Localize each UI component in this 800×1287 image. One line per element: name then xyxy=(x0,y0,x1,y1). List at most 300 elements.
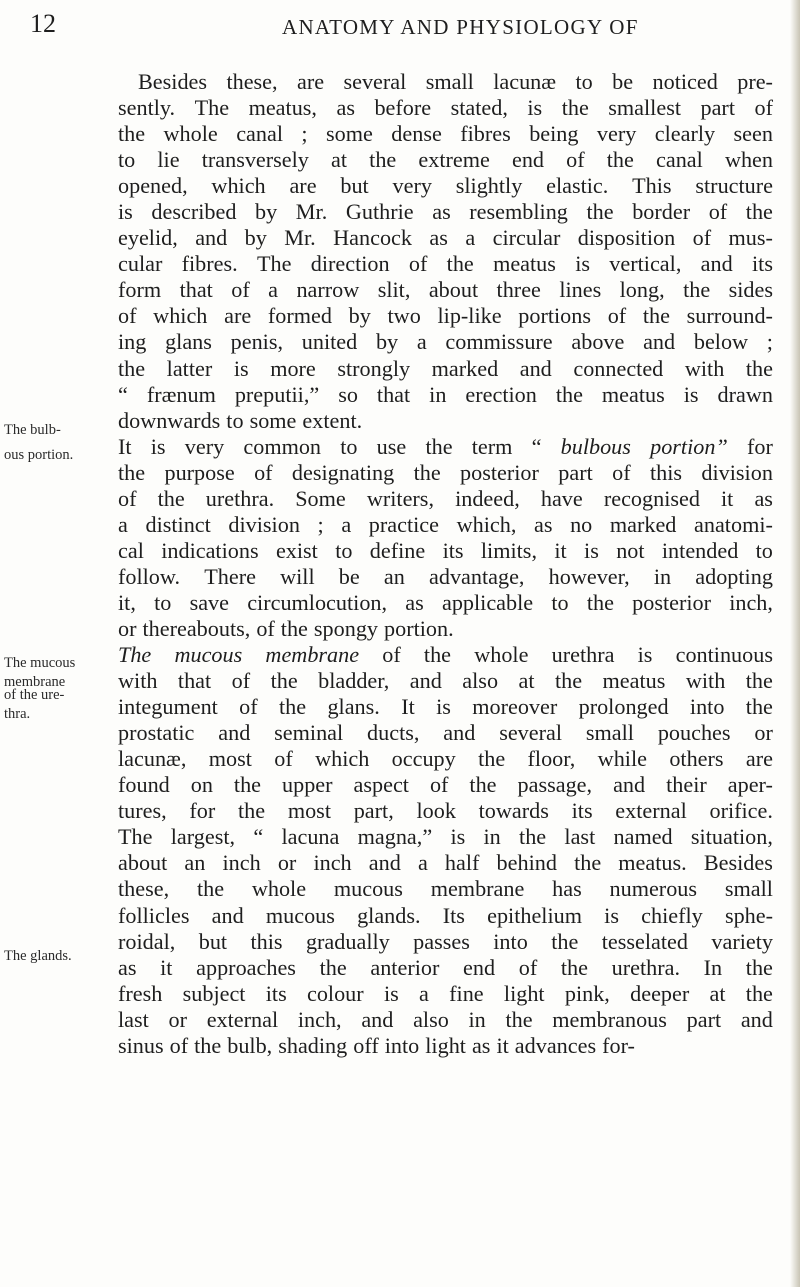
word: and xyxy=(409,668,442,694)
word: for xyxy=(746,433,773,459)
word: advantage, xyxy=(429,563,525,589)
word: three xyxy=(496,277,541,303)
word: fine xyxy=(449,980,484,1006)
word: situation, xyxy=(690,824,773,850)
word: division xyxy=(228,511,300,537)
word: with xyxy=(118,668,158,694)
word: to xyxy=(551,589,569,615)
word: an xyxy=(184,850,206,876)
word: part xyxy=(558,459,593,485)
word: is xyxy=(436,694,451,720)
word: the xyxy=(118,459,146,485)
text-line xyxy=(118,824,773,850)
word: Besides xyxy=(138,69,208,94)
word: The xyxy=(118,642,152,668)
word: tesselated xyxy=(601,928,688,954)
word: roidal, xyxy=(118,928,176,954)
word: Hancock xyxy=(333,225,412,251)
word: or xyxy=(168,1006,187,1032)
word: of xyxy=(607,303,627,329)
word: sphe- xyxy=(724,902,773,928)
word: found xyxy=(118,772,170,798)
word: it xyxy=(160,954,173,980)
word: no xyxy=(570,511,593,537)
word: clearly xyxy=(654,121,716,147)
word: the xyxy=(194,1032,222,1058)
word: for xyxy=(189,798,216,824)
word: spongy xyxy=(313,615,379,641)
margin-note-glands xyxy=(4,949,110,964)
word: below xyxy=(693,329,749,355)
word: posterior xyxy=(460,459,539,485)
text-line xyxy=(118,642,773,668)
word: erection xyxy=(465,381,537,407)
word: which xyxy=(315,746,370,772)
word: the xyxy=(745,954,773,980)
text-line xyxy=(118,277,773,303)
word: drawn xyxy=(717,381,773,407)
word: direction xyxy=(310,251,390,277)
word: the xyxy=(233,772,262,798)
word: designating xyxy=(291,459,395,485)
word: or xyxy=(277,850,297,876)
word: connected xyxy=(573,355,664,381)
word: by xyxy=(375,329,399,355)
word: thereabouts, xyxy=(142,615,251,641)
word: at xyxy=(331,147,348,173)
word: aper- xyxy=(727,772,773,798)
word: the xyxy=(551,928,579,954)
word: fresh xyxy=(118,980,163,1006)
word: orifice. xyxy=(709,798,773,824)
text-line xyxy=(118,121,773,147)
word: these, xyxy=(226,69,278,94)
word: ing xyxy=(118,329,147,355)
word: most xyxy=(208,746,252,772)
word: gradually xyxy=(305,928,390,954)
word: while xyxy=(597,746,647,772)
word: lines xyxy=(559,277,602,303)
word: mus- xyxy=(728,225,773,251)
text-line xyxy=(118,929,773,955)
word: into xyxy=(689,694,725,720)
word: whole xyxy=(474,642,529,668)
word: with xyxy=(684,355,725,381)
word: very xyxy=(596,121,637,147)
word: the xyxy=(280,615,308,641)
word: ; xyxy=(766,329,773,355)
word: writers, xyxy=(366,485,434,511)
word: recognised xyxy=(603,485,700,511)
word: numerous xyxy=(609,876,698,902)
word: aspect xyxy=(353,772,409,798)
word: variety xyxy=(711,928,773,954)
word: to xyxy=(755,537,773,563)
word: glans. xyxy=(327,694,380,720)
word: anatomi- xyxy=(694,511,773,537)
text-line xyxy=(118,251,773,277)
word: part xyxy=(686,1006,722,1032)
word: but xyxy=(340,173,369,199)
word: their xyxy=(666,772,707,798)
word: define xyxy=(369,537,426,563)
margin-note-line: The bulb- xyxy=(4,422,61,438)
word: in xyxy=(429,381,447,407)
word: that xyxy=(376,381,411,407)
word: the xyxy=(745,980,773,1006)
word: Guthrie xyxy=(345,199,414,225)
word: of xyxy=(169,1032,189,1058)
word: limits, xyxy=(480,537,537,563)
word: and xyxy=(361,1006,394,1032)
word: it, xyxy=(118,589,136,615)
word: pre- xyxy=(737,69,773,94)
word: as xyxy=(432,199,451,225)
word: a xyxy=(341,511,352,537)
word: the xyxy=(446,251,474,277)
word: passage, xyxy=(517,772,593,798)
word: membranous xyxy=(552,1006,667,1032)
word: light xyxy=(503,980,545,1006)
word: to xyxy=(118,147,136,173)
word: applicable xyxy=(441,589,534,615)
word: extreme xyxy=(418,147,490,173)
word: as xyxy=(471,1032,491,1058)
word: extent. xyxy=(302,407,363,433)
word: its xyxy=(442,537,464,563)
word: ; xyxy=(301,121,308,147)
word: There xyxy=(204,563,256,589)
word: has xyxy=(552,876,582,902)
word: form xyxy=(118,277,162,303)
word: others xyxy=(669,746,724,772)
word: its xyxy=(751,251,773,277)
word: the xyxy=(574,850,602,876)
word: as xyxy=(429,225,448,251)
word: In xyxy=(703,954,723,980)
word: small xyxy=(425,69,474,94)
word: light xyxy=(425,1032,466,1058)
word: lacunæ, xyxy=(118,746,187,772)
word: as xyxy=(754,485,773,511)
word: that xyxy=(179,277,213,303)
margin-note-line: membrane xyxy=(4,674,66,690)
word: the xyxy=(238,798,266,824)
word: it xyxy=(721,485,734,511)
word: moreover xyxy=(472,694,558,720)
text-line xyxy=(118,850,773,876)
word: seminal xyxy=(274,720,344,746)
word: formed xyxy=(267,303,332,329)
text-line xyxy=(118,564,773,590)
word: shading xyxy=(278,1032,348,1058)
word: the xyxy=(606,147,634,173)
word: subject xyxy=(182,980,246,1006)
word: part, xyxy=(353,798,394,824)
word: is xyxy=(604,902,619,928)
word: The xyxy=(118,824,153,850)
word: disposition xyxy=(577,225,676,251)
word: pink, xyxy=(564,980,610,1006)
text-line xyxy=(118,225,773,251)
word: or xyxy=(754,720,773,746)
word: of xyxy=(708,199,728,225)
text-line xyxy=(118,434,773,460)
word: mucous xyxy=(265,902,335,928)
word: floor, xyxy=(527,746,576,772)
word: to xyxy=(575,69,593,94)
word: half xyxy=(444,850,480,876)
word: end xyxy=(463,954,496,980)
word: use xyxy=(376,433,407,459)
word: the xyxy=(745,668,773,694)
word: strongly xyxy=(337,355,411,381)
word: several xyxy=(343,69,407,94)
page-edge-shadow xyxy=(790,0,800,1287)
word: some xyxy=(249,407,297,433)
margin-note-bulbous-portion xyxy=(4,423,110,463)
word: ; xyxy=(317,511,324,537)
word: commissure xyxy=(445,329,553,355)
word: small xyxy=(724,876,773,902)
word: in xyxy=(483,824,501,850)
word: follow. xyxy=(118,563,181,589)
word: indications xyxy=(161,537,259,563)
word: external xyxy=(206,1006,279,1032)
word: seen xyxy=(733,121,773,147)
word: approaches xyxy=(196,954,296,980)
word: lie xyxy=(157,147,180,173)
word: this xyxy=(649,459,683,485)
word: is xyxy=(575,251,591,277)
text-line xyxy=(118,382,773,408)
word: Mr. xyxy=(284,225,316,251)
word: border xyxy=(632,199,691,225)
word: narrow xyxy=(296,277,360,303)
word: is xyxy=(118,199,133,225)
word: structure xyxy=(695,173,773,199)
word: by xyxy=(348,303,371,329)
word: latter xyxy=(166,355,213,381)
word: and xyxy=(195,225,228,251)
text-line xyxy=(118,720,773,746)
word: sides xyxy=(728,277,773,303)
word: common xyxy=(243,433,322,459)
word: glans xyxy=(165,329,212,355)
word: opened, xyxy=(118,173,188,199)
text-line xyxy=(118,798,773,824)
word: advances xyxy=(514,1032,597,1058)
word: bulb, xyxy=(227,1032,273,1058)
word: vertical, xyxy=(609,251,682,277)
word: membrane xyxy=(265,642,360,668)
word: tures, xyxy=(118,798,167,824)
word: surround- xyxy=(686,303,773,329)
word: integument xyxy=(118,694,218,720)
text-line xyxy=(118,460,773,486)
word: which xyxy=(153,303,208,329)
text-line xyxy=(118,955,773,981)
text-line xyxy=(118,746,773,772)
word: very xyxy=(184,433,225,459)
word: most xyxy=(287,798,331,824)
word: the xyxy=(157,485,185,511)
word: meatus xyxy=(493,251,556,277)
text-line xyxy=(118,772,773,798)
word: Its xyxy=(442,902,465,928)
text-line xyxy=(118,538,773,564)
text-line xyxy=(118,408,773,434)
word: slit, xyxy=(377,277,411,303)
text-line xyxy=(118,199,773,225)
word: the xyxy=(642,303,670,329)
word: of xyxy=(118,485,137,511)
text-line xyxy=(118,694,773,720)
margin-note-line: The glands. xyxy=(4,948,72,964)
word: slightly xyxy=(455,173,523,199)
word: the xyxy=(561,95,589,121)
word: a xyxy=(118,511,128,537)
word: be xyxy=(612,69,634,94)
text-line xyxy=(118,69,773,95)
word: however, xyxy=(548,563,630,589)
word: largest, xyxy=(170,824,236,850)
word: exist xyxy=(275,537,318,563)
word: eyelid, xyxy=(118,225,178,251)
word: colour xyxy=(306,980,364,1006)
word: united xyxy=(301,329,358,355)
word: that xyxy=(177,668,212,694)
word: end xyxy=(511,147,545,173)
word: small xyxy=(585,720,634,746)
word: behind xyxy=(496,850,557,876)
word: of xyxy=(566,147,585,173)
word: transversely xyxy=(201,147,309,173)
word: about xyxy=(118,850,168,876)
word: is xyxy=(383,980,399,1006)
word: meatus xyxy=(602,668,666,694)
word: above xyxy=(571,329,625,355)
word: to xyxy=(154,589,172,615)
word: by xyxy=(244,225,267,251)
word: off xyxy=(353,1032,379,1058)
word: The xyxy=(194,95,230,121)
word: the xyxy=(555,381,583,407)
word: as xyxy=(336,95,355,121)
word: named xyxy=(613,824,673,850)
margin-note-line: The mucous xyxy=(4,655,76,671)
word: several xyxy=(499,720,563,746)
word: and xyxy=(211,902,244,928)
word: will xyxy=(280,563,315,589)
word: are xyxy=(296,69,325,94)
word: elastic. xyxy=(546,173,609,199)
word: the xyxy=(586,589,614,615)
word: two xyxy=(387,303,421,329)
word: practice xyxy=(368,511,439,537)
word: bladder, xyxy=(318,668,390,694)
word: lacunæ xyxy=(493,69,557,94)
word: canal xyxy=(236,121,283,147)
word: whole xyxy=(251,876,307,902)
word: have xyxy=(540,485,583,511)
word: epithelium xyxy=(487,902,582,928)
word: noticed xyxy=(652,69,718,94)
word: lip-like xyxy=(437,303,502,329)
word: the xyxy=(319,954,347,980)
text-line xyxy=(118,173,773,199)
word: term xyxy=(471,433,513,459)
word: preputii,” xyxy=(234,381,320,407)
text-line xyxy=(118,876,773,902)
word: the xyxy=(478,746,506,772)
text-line xyxy=(118,512,773,538)
word: of xyxy=(612,459,631,485)
word: an xyxy=(383,563,405,589)
text-line xyxy=(118,668,773,694)
word: inch xyxy=(222,850,261,876)
word: described xyxy=(151,199,237,225)
word: are xyxy=(745,746,773,772)
word: with xyxy=(685,668,726,694)
word: magna,” xyxy=(357,824,433,850)
word: some xyxy=(326,121,373,147)
word: of xyxy=(692,225,712,251)
word: of xyxy=(231,277,250,303)
word: the xyxy=(369,147,397,173)
word: a xyxy=(417,850,428,876)
word: canal xyxy=(656,147,703,173)
word: of xyxy=(382,642,401,668)
word: which xyxy=(211,173,266,199)
word: the xyxy=(519,824,547,850)
word: is xyxy=(683,381,699,407)
word: “ xyxy=(253,824,264,850)
word: and xyxy=(740,1006,773,1032)
word: lacuna xyxy=(281,824,340,850)
word: a xyxy=(268,277,279,303)
word: is xyxy=(150,433,166,459)
word: the xyxy=(196,876,225,902)
word: purpose xyxy=(164,459,235,485)
word: upper xyxy=(282,772,333,798)
word: posterior xyxy=(632,589,711,615)
word: and xyxy=(700,251,733,277)
word: prostatic xyxy=(118,720,195,746)
word: in xyxy=(468,1006,486,1032)
running-title: ANATOMY AND PHYSIOLOGY OF xyxy=(282,15,639,39)
word: urethra. xyxy=(611,954,680,980)
word: follicles xyxy=(118,902,190,928)
word: dense xyxy=(391,121,442,147)
word: inch xyxy=(313,850,352,876)
word: portions xyxy=(518,303,591,329)
word: but xyxy=(198,928,228,954)
word: of xyxy=(239,694,258,720)
word: into xyxy=(384,1032,420,1058)
word: prolonged xyxy=(578,694,669,720)
word: sinus xyxy=(118,1032,164,1058)
word: inch, xyxy=(297,1006,342,1032)
word: when xyxy=(724,147,773,173)
word: to xyxy=(335,537,353,563)
word: very xyxy=(392,173,432,199)
word: the xyxy=(425,433,453,459)
word: circular xyxy=(492,225,561,251)
word: at xyxy=(709,980,726,1006)
word: the xyxy=(560,954,588,980)
word: also xyxy=(462,668,499,694)
